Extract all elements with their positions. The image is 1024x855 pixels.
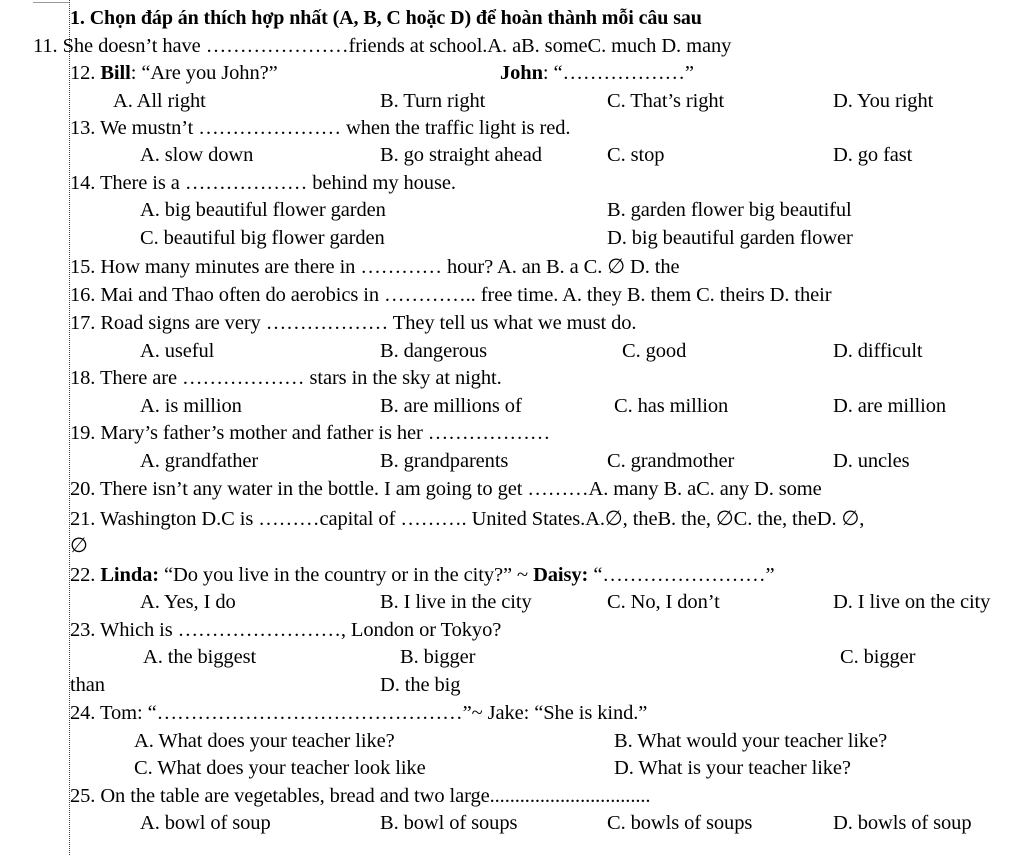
q23-option-b: B. bigger <box>400 646 476 668</box>
q19-option-c: C. grandmother <box>607 450 735 472</box>
q25-option-b: B. bowl of soups <box>380 812 518 834</box>
question-16: 16. Mai and Thao often do aerobics in ………….. free time. A. they B. them C. theirs D. their <box>70 284 832 306</box>
question-22: 22. Linda: “Do you live in the country or in the city?” ~ Daisy: “……………………” <box>70 564 775 586</box>
q14-option-d: D. big beautiful garden flower <box>607 227 853 249</box>
question-21-continued: ∅ <box>70 535 88 557</box>
q13-option-a: A. slow down <box>140 144 254 166</box>
question-21: 21. Washington D.C is ………capital of ………. United States.A.∅, theB. the, ∅C. the, theD. ∅, <box>70 508 865 530</box>
q13-option-b: B. go straight ahead <box>380 144 542 166</box>
q23-option-c-continued: than <box>70 674 105 696</box>
q24-option-b: B. What would your teacher like? <box>614 730 888 752</box>
question-25: 25. On the table are vegetables, bread and two large................................ <box>70 785 651 807</box>
q22-option-c: C. No, I don’t <box>607 591 720 613</box>
q23-option-c: C. bigger <box>840 646 916 668</box>
q22-option-a: A. Yes, I do <box>140 591 236 613</box>
question-15: 15. How many minutes are there in ………… hour? A. an B. a C. ∅ D. the <box>70 256 680 278</box>
question-18: 18. There are ……………… stars in the sky at night. <box>70 367 502 389</box>
question-13: 13. We mustn’t ………………… when the traffic light is red. <box>70 117 571 139</box>
question-12-reply: John: “………………” <box>500 62 694 84</box>
q25-option-d: D. bowls of soup <box>833 812 972 834</box>
question-20: 20. There isn’t any water in the bottle. I am going to get ………A. many B. aC. any D. some <box>70 478 822 500</box>
exercise-header: 1. Chọn đáp án thích hợp nhất (A, B, C hoặc D) để hoàn thành mỗi câu sau <box>70 7 702 29</box>
q18-option-d: D. are million <box>833 395 947 417</box>
q14-option-a: A. big beautiful flower garden <box>140 199 386 221</box>
question-11: 11. She doesn’t have …………………friends at school.A. aB. someC. much D. many <box>33 35 732 57</box>
top-rule <box>33 2 69 3</box>
q12-option-b: B. Turn right <box>380 90 486 112</box>
q19-option-b: B. grandparents <box>380 450 509 472</box>
q12-option-a: A. All right <box>113 90 206 112</box>
question-17: 17. Road signs are very ……………… They tell us what we must do. <box>70 312 637 334</box>
q13-option-d: D. go fast <box>833 144 913 166</box>
q14-option-c: C. beautiful big flower garden <box>140 227 385 249</box>
question-19: 19. Mary’s father’s mother and father is her ……………… <box>70 422 551 444</box>
q24-option-d: D. What is your teacher like? <box>614 757 851 779</box>
q23-option-a: A. the biggest <box>143 646 257 668</box>
q17-option-a: A. useful <box>140 340 215 362</box>
q19-option-a: A. grandfather <box>140 450 259 472</box>
q18-option-a: A. is million <box>140 395 242 417</box>
question-23: 23. Which is ……………………, London or Tokyo? <box>70 619 502 641</box>
q19-option-d: D. uncles <box>833 450 910 472</box>
question-24: 24. Tom: “………………………………………”~ Jake: “She is kind.” <box>70 702 648 724</box>
question-12: 12. Bill: “Are you John?” <box>70 62 278 84</box>
q12-option-d: D. You right <box>833 90 934 112</box>
q14-option-b: B. garden flower big beautiful <box>607 199 852 221</box>
q18-option-c: C. has million <box>614 395 729 417</box>
q17-option-b: B. dangerous <box>380 340 487 362</box>
q25-option-a: A. bowl of soup <box>140 812 271 834</box>
q25-option-c: C. bowls of soups <box>607 812 753 834</box>
q13-option-c: C. stop <box>607 144 665 166</box>
q12-option-c: C. That’s right <box>607 90 725 112</box>
q24-option-a: A. What does your teacher like? <box>134 730 395 752</box>
q24-option-c: C. What does your teacher look like <box>134 757 426 779</box>
q23-option-d: D. the big <box>380 674 461 696</box>
q22-option-b: B. I live in the city <box>380 591 532 613</box>
q18-option-b: B. are millions of <box>380 395 522 417</box>
q17-option-c: C. good <box>622 340 687 362</box>
q22-option-d: D. I live on the city <box>833 591 991 613</box>
q17-option-d: D. difficult <box>833 340 923 362</box>
question-14: 14. There is a ……………… behind my house. <box>70 172 456 194</box>
